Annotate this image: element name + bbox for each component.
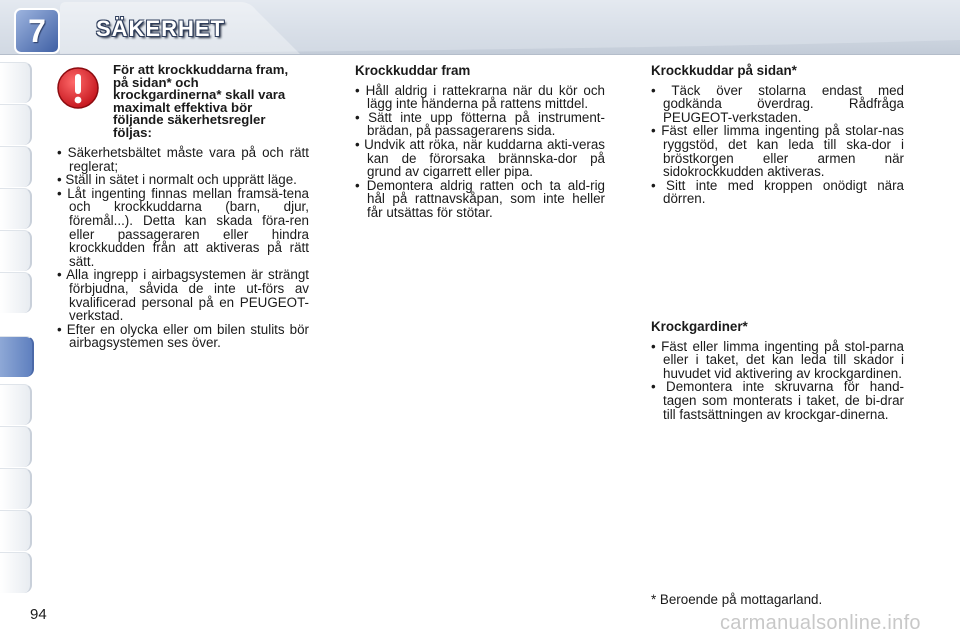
list-item: • Demontera aldrig ratten och ta ald-rig hål på rattnavskåpan, som inte heller får utsättas för stötar. (355, 177, 605, 220)
list-item: • Täck över stolarna endast med godkända överdrag. Rådfråga PEUGEOT-verkstaden. (651, 82, 904, 125)
front-airbags-section (355, 64, 605, 220)
list-item: • Säkerhetsbältet måste vara på och rätt reglerat; (57, 145, 309, 174)
page-number: 94 (30, 606, 47, 623)
list-item: • Håll aldrig i rattekrarna när du kör och lägg inte händerna på rattens mittdel. (355, 82, 605, 112)
side-tab[interactable] (0, 104, 32, 145)
list-item: • Sitt inte med kroppen onödigt nära dörren. (651, 177, 904, 207)
list-item: • Ställ in sätet i normalt och upprätt läge. (57, 172, 297, 188)
side-tab-active[interactable] (0, 336, 34, 377)
side-tab[interactable] (0, 146, 32, 187)
front-airbags-heading: Krockkuddar fram (355, 63, 471, 78)
side-tab[interactable] (0, 62, 32, 103)
side-airbags-heading: Krockkuddar på sidan* (651, 63, 797, 78)
list-item: • Sätt inte upp fötterna på instrument-brädan, på passagerarens sida. (355, 109, 605, 139)
side-tab[interactable] (0, 468, 32, 509)
exclamation-warning-icon (56, 66, 100, 110)
list-item: • Efter en olycka eller om bilen stulits bör airbagsystemen ses över. (57, 321, 309, 351)
side-tab[interactable] (0, 510, 32, 551)
side-tab[interactable] (0, 426, 32, 467)
curtain-airbags-heading: Krockgardiner* (651, 319, 748, 334)
general-rules-list (57, 146, 309, 350)
footnote: * Beroende på mottagarland. (651, 592, 823, 607)
list-item: • Undvik att röka, när kuddarna akti-veras kan de förorsaka brännska-dor på grund av cigarrett eller pipa. (355, 136, 605, 180)
side-tab[interactable] (0, 188, 32, 229)
side-tab[interactable] (0, 230, 32, 271)
watermark: carmanualsonline.info (720, 612, 921, 634)
curtain-airbags-section (651, 320, 904, 421)
list-item: • Fäst eller limma ingenting på stol-parna eller i taket, det kan leda till skador i huvudet vid aktivering av krockgardinen. (651, 338, 904, 381)
warning-heading: För att krockkuddarna fram, på sidan* och krockgardinerna* skall vara maximalt effektiva bör följande säkerhetsregler följas: (113, 62, 289, 140)
list-item: • Demontera inte skruvarna för hand-tagen som monterats i taket, de bi-drar till fastsättningen av krockgar-dinerna. (651, 379, 904, 422)
side-airbags-section (651, 64, 904, 206)
section-title: SÄKERHET (96, 16, 226, 41)
list-item: • Alla ingrepp i airbagsystemen är strängt förbjudna, såvida de inte ut-förs av kvalificerad personal på en PEUGEOT-verkstad. (57, 267, 309, 324)
side-tab[interactable] (0, 552, 32, 593)
side-tab[interactable] (0, 384, 32, 425)
chapter-number: 7 (28, 12, 46, 49)
list-item: • Låt ingenting finnas mellan framsä-tena och krockkuddarna (barn, djur, föremål...). Detta kan skada föra-ren eller passageraren eller hindra krockkudden från att aktiveras på rätt sätt. (57, 185, 309, 269)
side-chapter-tabs (0, 62, 36, 582)
list-item: • Fäst eller limma ingenting på stolar-nas ryggstöd, det kan leda till ska-dor i bröstkorgen eller armen när sidokrockkudden aktiveras. (651, 123, 904, 180)
side-tab[interactable] (0, 272, 32, 313)
